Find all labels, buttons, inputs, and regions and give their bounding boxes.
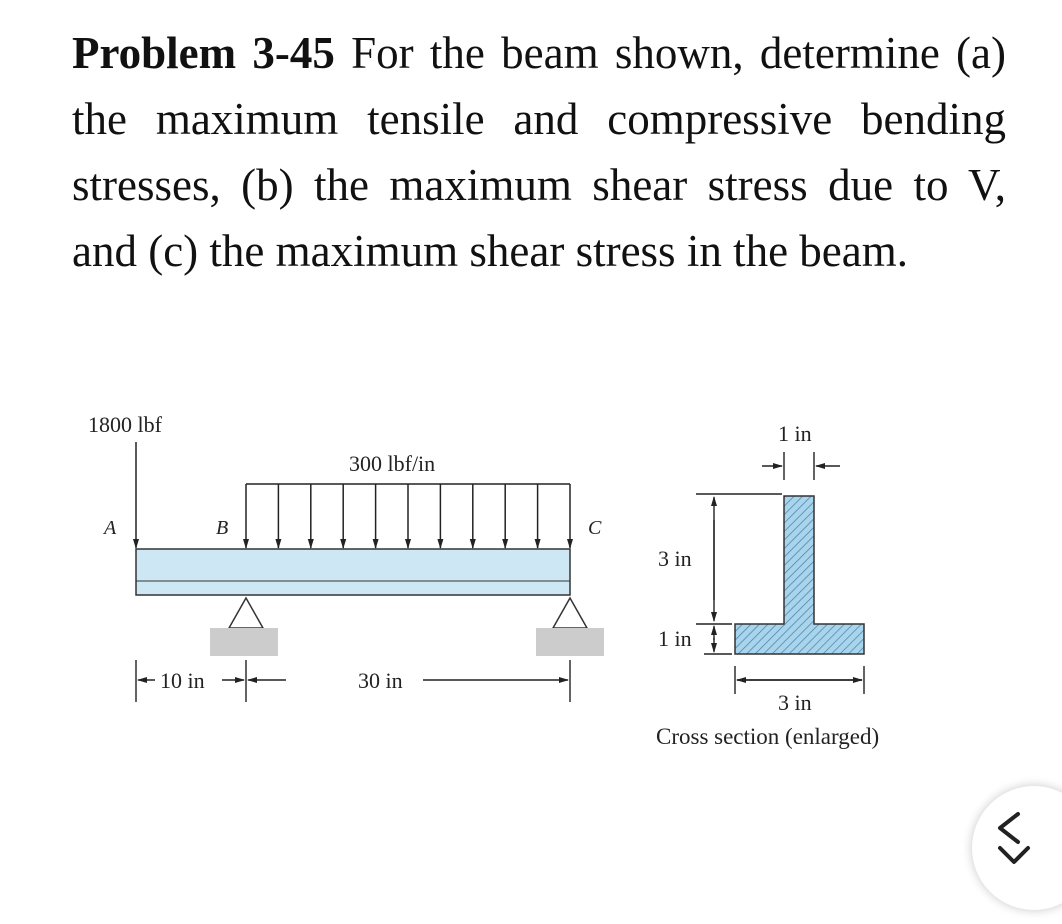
web-height-label: 3 in bbox=[658, 546, 692, 571]
distributed-load-arrows bbox=[246, 484, 570, 548]
distributed-load-label: 300 lbf/in bbox=[349, 451, 436, 476]
web-width-dimension bbox=[762, 452, 840, 480]
flange-thickness-dimension bbox=[704, 626, 732, 654]
point-a-label: A bbox=[104, 517, 117, 539]
point-b-label: B bbox=[216, 517, 229, 539]
flange-thickness-label: 1 in bbox=[658, 626, 692, 651]
problem-heading: Problem 3-45 bbox=[72, 28, 335, 78]
chevron-left-right-icon bbox=[972, 786, 1062, 910]
point-load-label: 1800 lbf bbox=[88, 412, 162, 437]
cross-section-caption: Cross section (enlarged) bbox=[656, 724, 880, 749]
point-c-label: C bbox=[588, 517, 602, 539]
span-ab-label: 10 in bbox=[160, 668, 205, 693]
span-bc-label: 30 in bbox=[358, 668, 403, 693]
cross-section-shape bbox=[735, 496, 864, 654]
beam-body bbox=[136, 549, 570, 595]
problem-body: For the beam shown, determine (a) the maximum tensile and compressive bending stresses, (b) the maximum shear stress due to V, and (c) the maximum shear stress in the beam. bbox=[72, 28, 1006, 276]
support-b bbox=[210, 598, 278, 656]
carousel-nav-button[interactable] bbox=[972, 786, 1062, 910]
web-height-dimension bbox=[696, 494, 782, 624]
web-width-label: 1 in bbox=[778, 421, 812, 446]
flange-width-label: 3 in bbox=[778, 690, 812, 715]
support-c bbox=[536, 598, 604, 656]
